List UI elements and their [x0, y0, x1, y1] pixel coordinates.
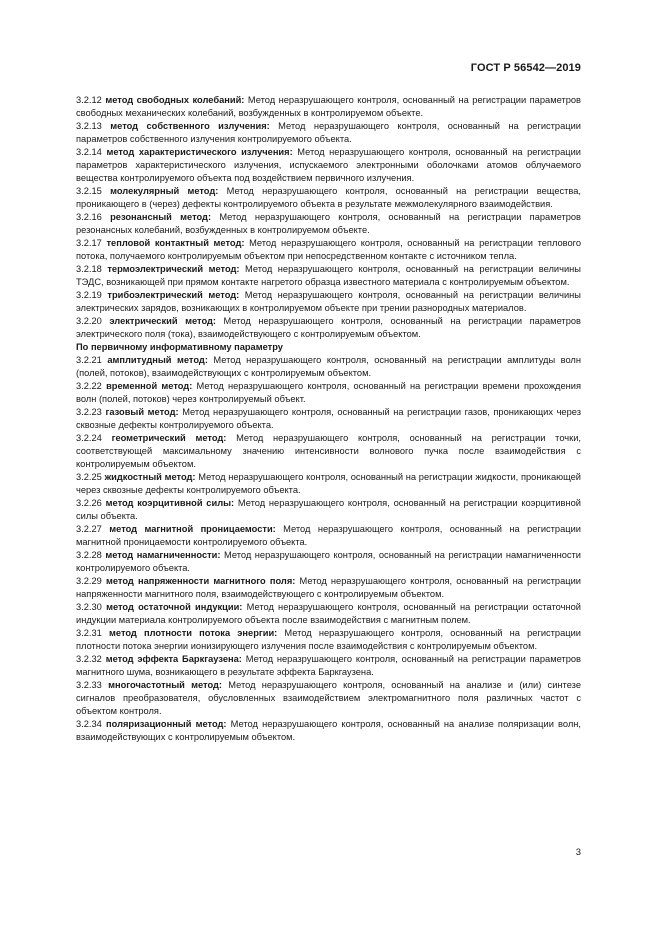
definition-number: 3.2.16	[76, 212, 102, 222]
definition-term: метод эффекта Баркгаузена:	[105, 654, 242, 664]
definition-text: Метод неразрушающего контроля, основанный на регистрации напряженности магнитного поля, взаимодействующего с контролируемым объектом.	[76, 576, 581, 599]
definition-term: газовый метод:	[105, 407, 179, 417]
definition-term: метод собственного излучения:	[110, 121, 270, 131]
definition-term: метод свободных колебаний:	[105, 95, 245, 105]
definition-term: метод характеристического излучения:	[106, 147, 293, 157]
definition-paragraph	[76, 237, 581, 263]
definition-paragraph	[76, 354, 581, 380]
definition-text: Метод неразрушающего контроля, основанный на регистрации точки, соответствующей максимальному значению интенсивности волнового пучка после взаимодействия с контролируемым объектом.	[76, 433, 581, 469]
definition-term: трибоэлектрический метод:	[107, 290, 240, 300]
definition-number: 3.2.18	[76, 264, 102, 274]
definition-paragraph	[76, 497, 581, 523]
definition-paragraph	[76, 627, 581, 653]
definitions-group-2	[76, 354, 581, 744]
definition-paragraph	[76, 315, 581, 341]
definition-number: 3.2.12	[76, 95, 102, 105]
definition-term: геометрический метод:	[111, 433, 227, 443]
section-heading: По первичному информативному параметру	[76, 342, 283, 352]
definition-paragraph	[76, 575, 581, 601]
definition-number: 3.2.15	[76, 186, 102, 196]
definition-number: 3.2.33	[76, 680, 102, 690]
document-body	[76, 94, 581, 744]
definition-text: Метод неразрушающего контроля, основанный на регистрации времени прохождения волн (полей, потоков) через контролируемый объект.	[76, 381, 581, 404]
definition-text: Метод неразрушающего контроля, основанный на регистрации теплового потока, получаемого контролируемым объектом при непосредственном контакте с источником тепла.	[76, 238, 582, 261]
definition-paragraph	[76, 211, 581, 237]
definition-text: Метод неразрушающего контроля, основанный на регистрации параметров характеристического излучения, испускаемого электронными оболочками атомов облучаемого вещества контролируемого объекта под воздействием первичного излучения.	[76, 147, 581, 183]
definition-number: 3.2.34	[76, 719, 102, 729]
definition-text: Метод неразрушающего контроля, основанный на регистрации параметров свободных механических колебаний, возбужденных в контролируемом объекте.	[76, 95, 581, 118]
definition-paragraph	[76, 471, 581, 497]
definition-paragraph	[76, 185, 581, 211]
definition-paragraph	[76, 718, 581, 744]
definition-term: поляризационный метод:	[106, 719, 227, 729]
definition-text: Метод неразрушающего контроля, основанный на анализе и (или) синтезе сигналов преобразователя, обусловленных взаимодействием электромагнитного поля различных частот с объектом контроля.	[76, 680, 581, 716]
definition-number: 3.2.22	[76, 381, 102, 391]
definition-paragraph	[76, 263, 581, 289]
definition-paragraph	[76, 406, 581, 432]
definition-text: Метод неразрушающего контроля, основанный на регистрации магнитной проницаемости контролируемого объекта.	[76, 524, 581, 547]
definition-text: Метод неразрушающего контроля, основанный на регистрации плотности потока энергии ионизирующего излучения после взаимодействия с контролируемым объектом.	[76, 628, 581, 651]
definition-term: амплитудный метод:	[107, 355, 208, 365]
definition-paragraph	[76, 120, 581, 146]
definition-term: молекулярный метод:	[110, 186, 219, 196]
definition-number: 3.2.21	[76, 355, 102, 365]
definition-text: Метод неразрушающего контроля, основанный на анализе поляризации волн, взаимодействующих с контролируемым объектом.	[76, 719, 581, 742]
definition-number: 3.2.28	[76, 550, 102, 560]
definition-term: тепловой контактный метод:	[106, 238, 245, 248]
definition-text: Метод неразрушающего контроля, основанный на регистрации величины ТЭДС, возникающей при прямом контакте нагретого образца известного материала с контролируемым объектом.	[76, 264, 581, 287]
definition-term: метод остаточной индукции:	[106, 602, 243, 612]
definition-term: метод магнитной проницаемости:	[109, 524, 276, 534]
definition-text: Метод неразрушающего контроля, основанный на регистрации параметров электрического поля (тока), взаимодействующего с контролируемым объектом.	[76, 316, 581, 339]
definition-text: Метод неразрушающего контроля, основанный на регистрации коэрцитивной силы объекта.	[76, 498, 581, 521]
definition-term: жидкостный метод:	[104, 472, 196, 482]
definition-term: многочастотный метод:	[108, 680, 223, 690]
definition-term: метод плотности потока энергии:	[109, 628, 278, 638]
definition-number: 3.2.29	[76, 576, 102, 586]
definition-number: 3.2.24	[76, 433, 102, 443]
definition-number: 3.2.25	[76, 472, 102, 482]
definition-number: 3.2.14	[76, 147, 102, 157]
definition-text: Метод неразрушающего контроля, основанный на регистрации вещества, проникающего в (через) дефекты контролируемого объекта в результате межмолекулярного взаимодействия.	[76, 186, 581, 209]
definition-number: 3.2.32	[76, 654, 102, 664]
definition-term: резонансный метод:	[110, 212, 212, 222]
definition-number: 3.2.26	[76, 498, 102, 508]
definition-text: Метод неразрушающего контроля, основанный на регистрации жидкости, проникающей через сквозные дефекты контролируемого объекта.	[76, 472, 582, 495]
definition-paragraph	[76, 432, 581, 471]
definition-paragraph	[76, 653, 581, 679]
definition-paragraph	[76, 94, 581, 120]
page-number: 3	[575, 847, 581, 858]
definition-text: Метод неразрушающего контроля, основанный на регистрации параметров магнитного шума, возникающего в результате эффекта Баркгаузена.	[76, 654, 581, 677]
definition-number: 3.2.31	[76, 628, 102, 638]
definition-number: 3.2.13	[76, 121, 102, 131]
definition-text: Метод неразрушающего контроля, основанный на регистрации параметров резонансных колебаний, возбужденных в контролируемом объекте.	[76, 212, 581, 235]
definition-number: 3.2.30	[76, 602, 102, 612]
definition-term: метод напряженности магнитного поля:	[106, 576, 296, 586]
definition-number: 3.2.23	[76, 407, 102, 417]
standard-header: ГОСТ Р 56542—2019	[470, 62, 581, 74]
definition-term: метод коэрцитивной силы:	[105, 498, 235, 508]
definition-text: Метод неразрушающего контроля, основанный на регистрации величины электрических зарядов, возникающих в контролируемом объекте при трении разнородных материалов.	[76, 290, 581, 313]
definition-paragraph	[76, 289, 581, 315]
definition-paragraph	[76, 549, 581, 575]
definition-paragraph	[76, 380, 581, 406]
definition-paragraph	[76, 679, 581, 718]
definition-paragraph	[76, 146, 581, 185]
definition-text: Метод неразрушающего контроля, основанный на регистрации амплитуды волн (полей, потоков), взаимодействующих с контролируемым объектом.	[76, 355, 581, 378]
definition-term: электрический метод:	[109, 316, 217, 326]
definition-number: 3.2.20	[76, 316, 102, 326]
definition-text: Метод неразрушающего контроля, основанный на регистрации газов, проникающих через сквозные дефекты контролируемого объекта.	[76, 407, 581, 430]
definition-text: Метод неразрушающего контроля, основанный на регистрации параметров собственного излучения контролируемого объекта.	[76, 121, 581, 144]
definition-paragraph	[76, 601, 581, 627]
definition-term: временной метод:	[106, 381, 193, 391]
definition-term: термоэлектрический метод:	[107, 264, 240, 274]
definition-text: Метод неразрушающего контроля, основанный на регистрации намагниченности контролируемого объекта.	[76, 550, 581, 573]
definitions-group-1	[76, 94, 581, 341]
definition-term: метод намагниченности:	[105, 550, 221, 560]
definition-number: 3.2.17	[76, 238, 102, 248]
definition-paragraph	[76, 523, 581, 549]
definition-text: Метод неразрушающего контроля, основанный на регистрации остаточной индукции материала контролируемого объекта после взаимодействия с магнитным полем.	[76, 602, 581, 625]
definition-number: 3.2.19	[76, 290, 102, 300]
definition-number: 3.2.27	[76, 524, 102, 534]
